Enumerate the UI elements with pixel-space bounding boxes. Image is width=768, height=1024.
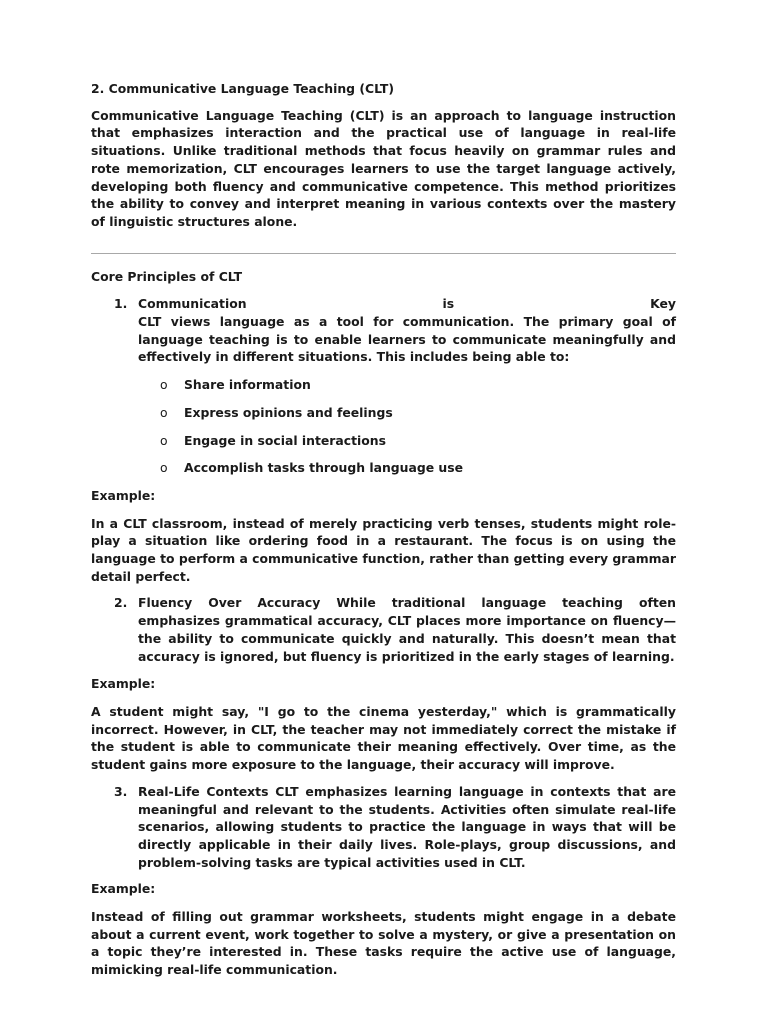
example-paragraph: Instead of filling out grammar worksheets, students might engage in a debate about a current event, work together to solve a mystery, or give a presentation on a topic they’re interested in. These tasks require the active use of language, mimicking real-life communication.	[91, 909, 676, 978]
bullet-marker: o	[160, 404, 168, 420]
example-label: Example:	[91, 676, 156, 692]
list-item: o Share information	[160, 377, 311, 393]
example-paragraph: A student might say, "I go to the cinema yesterday," which is grammatically incorrect. However, in CLT, the teacher may not immediately correct the mistake if the student is able to communicate their meaning effectively. Over time, as the student gains more exposure to the language, their accuracy will improve.	[91, 703, 676, 773]
bullet-marker: o	[160, 377, 168, 393]
principle-number: 1.	[114, 296, 128, 312]
principle-1-bullet-list	[91, 376, 676, 477]
intro-paragraph: Communicative Language Teaching (CLT) is an approach to language instruction that emphasizes interaction and the practical use of language in real-life situations. Unlike traditional methods that focus heavily on grammar rules and rote memorization, CLT encourages learners to use the target language actively, developing both fluency and communicative competence. This method prioritizes the ability to convey and interpret meaning in various contexts over the mastery of linguistic structures alone.	[91, 107, 676, 229]
principle-number: 3.	[114, 783, 128, 799]
example-label: Example:	[91, 487, 156, 503]
principle-1-body: CLT views language as a tool for communication. The primary goal of language teaching is to enable learners to communicate meaningfully and effectively in different situations. This includes being able to:	[138, 314, 676, 365]
list-item: o Accomplish tasks through language use	[160, 460, 464, 476]
principle-1-title	[138, 295, 676, 313]
principle-number: 2.	[114, 595, 128, 611]
core-principles-heading: Core Principles of CLT	[91, 268, 243, 284]
bullet-marker: o	[160, 460, 168, 476]
principle-2	[91, 594, 676, 665]
list-item: o Express opinions and feelings	[160, 404, 393, 420]
title-word: Communication	[138, 296, 247, 312]
list-item: o Engage in social interactions	[160, 432, 386, 448]
principle-2-text: Fluency Over Accuracy While traditional language teaching often emphasizes grammatical accuracy, CLT places more importance on fluency—the ability to communicate quickly and naturally. This doesn’t mean that accuracy is ignored, but fluency is prioritized in the early stages of learning.	[138, 595, 676, 664]
title-word: Key	[650, 296, 676, 312]
example-paragraph: In a CLT classroom, instead of merely practicing verb tenses, students might role-play a situation like ordering food in a restaurant. The focus is on using the language to perform a communicative function, rather than getting every grammar detail perfect.	[91, 515, 676, 584]
principle-3	[91, 783, 676, 872]
document-page	[91, 80, 676, 979]
bullet-marker: o	[160, 432, 168, 448]
principle-1	[91, 295, 676, 366]
horizontal-divider	[91, 253, 676, 254]
section-title: 2. Communicative Language Teaching (CLT)	[91, 81, 395, 96]
principle-3-text: Real-Life Contexts CLT emphasizes learning language in contexts that are meaningful and relevant to the students. Activities often simulate real-life scenarios, allowing students to practice the language in ways that will be directly applicable in their daily lives. Role-plays, group discussions, and problem-solving tasks are typical activities used in CLT.	[138, 783, 676, 870]
example-label: Example:	[91, 881, 156, 897]
title-word: is	[442, 296, 455, 312]
